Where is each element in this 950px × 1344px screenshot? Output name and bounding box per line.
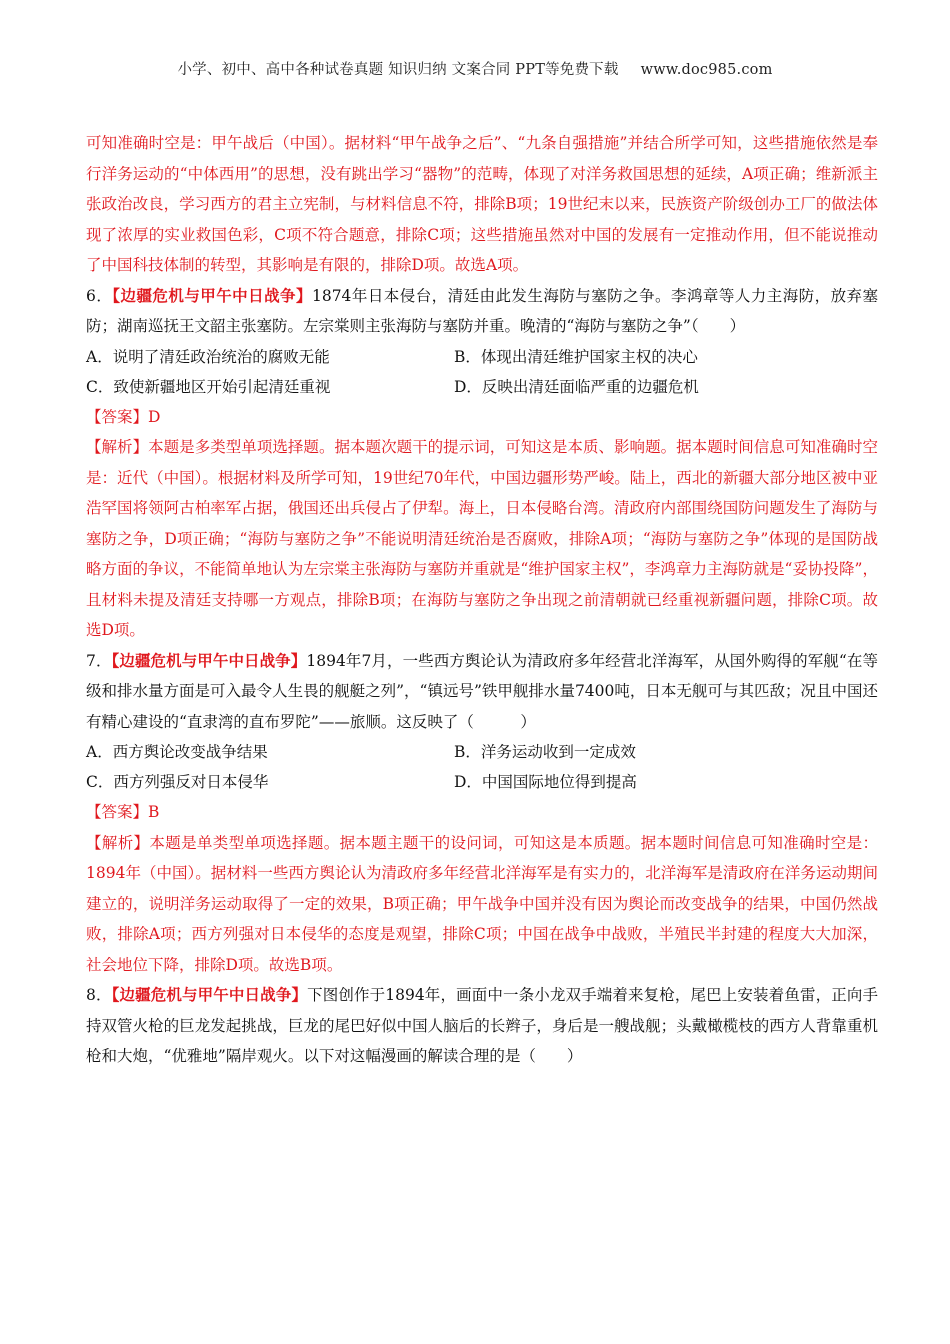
q6-option-d: D．反映出清廷面临严重的边疆危机 [454,377,699,396]
q6-option-c: C．致使新疆地区开始引起清廷重视 [86,377,331,396]
q7-analysis: 【解析】本题是单类型单项选择题。据本题主题干的设问词，可知这是本质题。据本题时间信息可知准确时空是：1894年（中国）。据材料一些西方舆论认为清政府多年经营北洋海军是有实力的，北洋海军是清政府在洋务运动期间建立的，说明洋务运动取得了一定的效果，B项正确；甲午战争中国并没有因为舆论而改变战争的结果，中国仍然战败，排除A项；西方列强对日本侵华的态度是观望，排除C项；中国在战争中战败，半殖民半封建的程度大大加深，社会地位下降，排除D项。故选B项。 [86,833,878,974]
question-stem: 下图创作于1894年，画面中一条小龙双手端着来复枪，尾巴上安装着鱼雷，正向手持双管火枪的巨龙发起挑战，巨龙的尾巴好似中国人脑后的长辫子，身后是一艘战舰；头戴橄榄枝的西方人背靠重机枪和大炮，“优雅地”隔岸观火。以下对这幅漫画的解读合理的是（ ） [86,986,878,1065]
q7-option-b: B．洋务运动收到一定成效 [454,743,636,761]
page-header [0,58,950,79]
q6-option-a: A．说明了清廷政治统治的腐败无能 [86,347,330,366]
q7-options-row-2 [86,767,878,797]
q6-answer: 【答案】D [86,407,161,426]
question-topic-tag: 【边疆危机与甲午中日战争】 [112,285,312,305]
question-number: 8． [86,986,112,1004]
q6-options-row-2 [86,372,878,402]
q7-option-d: D．中国国际地位得到提高 [454,773,637,791]
question-topic-tag: 【边疆危机与甲午中日战争】 [111,650,307,670]
q5-analysis-continued: 可知准确时空是：甲午战后（中国）。据材料“甲午战争之后”、“九条自强措施”并结合所学可知，这些措施依然是奉行洋务运动的“中体西用”的思想，没有跳出学习“器物”的范畴，体现了对洋务救国思想的延续，A项正确；维新派主张政治改良，学习西方的君主立宪制，与材料信息不符，排除B项；19世纪末以来，民族资产阶级创办工厂的做法体现了浓厚的实业救国色彩，C项不符合题意，排除C项；这些措施虽然对中国的发展有一定推动作用，但不能说推动了中国科技体制的转型，其影响是有限的，排除D项。故选A项。 [86,134,878,274]
document-body [86,128,878,1072]
question-number: 6． [86,286,113,305]
q7-answer: 【答案】B [86,803,160,821]
q6-options-row-1 [86,342,878,372]
question-6 [86,281,878,342]
question-number: 7． [86,651,112,670]
question-topic-tag: 【边疆危机与甲午中日战争】 [111,985,308,1004]
q7-option-a: A．西方舆论改变战争结果 [86,743,268,761]
header-text: 小学、初中、高中各种试卷真题 知识归纳 文案合同 PPT等免费下载 [177,62,619,78]
question-stem: 1894年7月，一些西方舆论认为清政府多年经营北洋海军，从国外购得的军舰“在等级和排水量方面是可入最令人生畏的舰艇之列”，“镇远号”铁甲舰排水量7400吨，日本无舰可与其匹敌；况且中国还有精心建设的“直隶湾的直布罗陀”——旅顺。这反映了（ ） [86,651,878,731]
question-stem: 1874年日本侵台，清廷由此发生海防与塞防之争。李鸿章等人力主海防，放弃塞防；湖南巡抚王文韶主张塞防。左宗棠则主张海防与塞防并重。晚清的“海防与塞防之争”（ ） [86,286,878,335]
q6-analysis: 【解析】本题是多类型单项选择题。据本题次题干的提示词，可知这是本质、影响题。据本题时间信息可知准确时空是：近代（中国）。根据材料及所学可知，19世纪70年代，中国边疆形势严峻。陆上，西北的新疆大部分地区被中亚浩罕国将领阿古柏率军占据，俄国还出兵侵占了伊犁。海上，日本侵略台湾。清政府内部围绕国防问题发生了海防与塞防之争，D项正确；“海防与塞防之争”不能说明清廷统治是否腐败，排除A项；“海防与塞防之争”体现的是国防战略方面的争议，不能简单地认为左宗棠主张海防与塞防并重就是“维护国家主权”，李鸿章力主海防就是“妥协投降”，且材料未提及清廷支持哪一方观点，排除B项；在海防与塞防之争出现之前清朝就已经重视新疆问题，排除C项。故选D项。 [86,438,878,639]
header-site-link[interactable]: www.doc985.com [640,62,773,78]
question-8 [86,980,878,1072]
question-7 [86,646,878,738]
q6-option-b: B．体现出清廷维护国家主权的决心 [454,347,698,366]
q7-option-c: C．西方列强反对日本侵华 [86,773,269,791]
q7-options-row-1 [86,737,878,767]
